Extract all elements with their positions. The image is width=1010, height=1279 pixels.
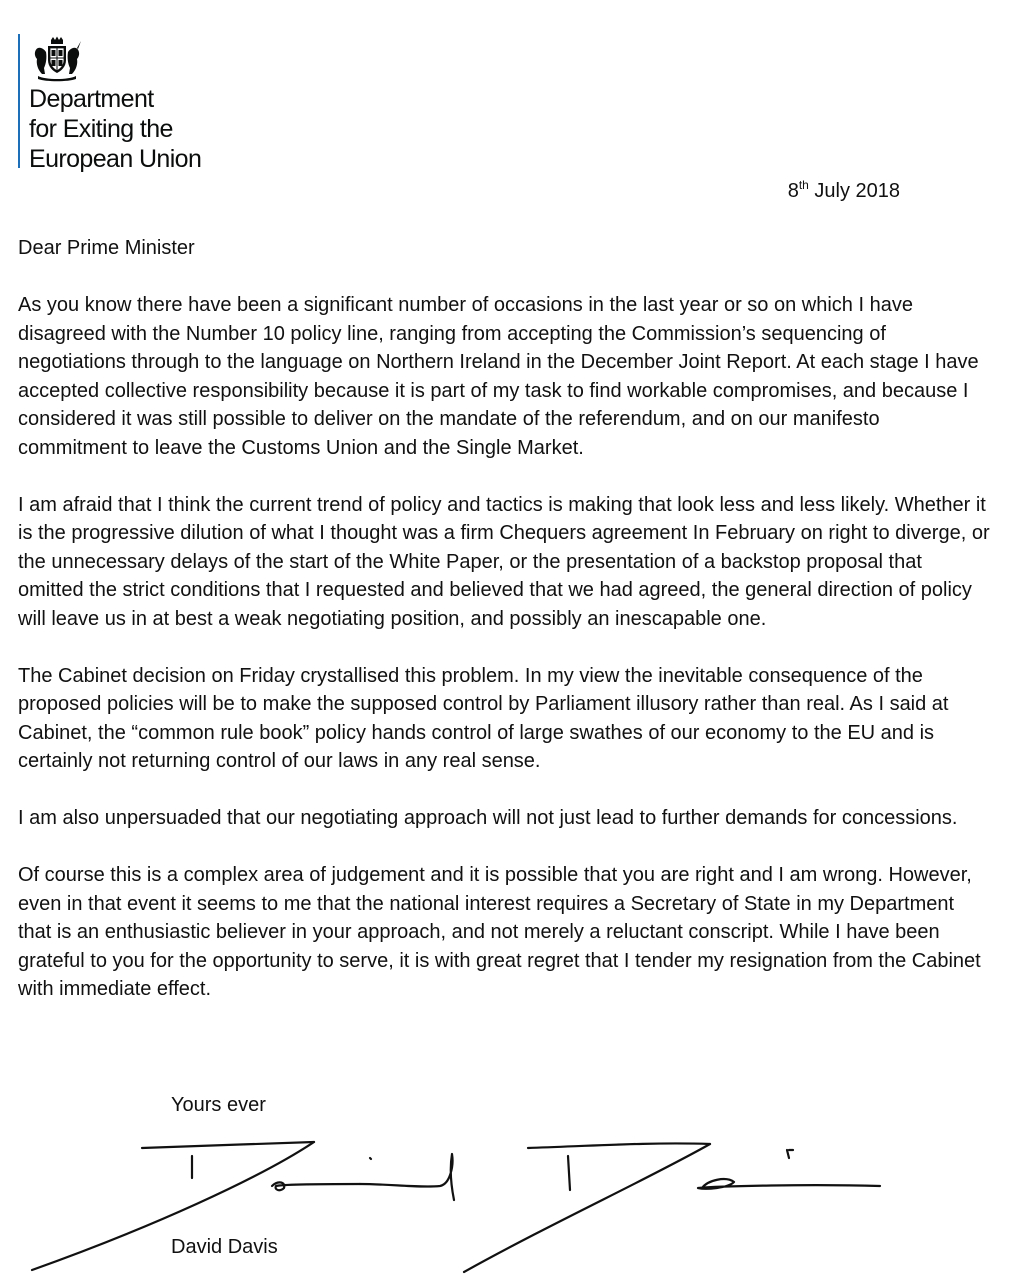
date-suffix: th (798, 178, 809, 192)
salutation: Dear Prime Minister (18, 237, 195, 259)
department-name-line-3: European Union (29, 145, 202, 173)
letter-body (18, 234, 990, 1032)
signatory-name: David Davis (171, 1236, 278, 1258)
date-rest: July 2018 (808, 180, 900, 202)
royal-coat-of-arms-icon (32, 36, 82, 82)
department-logo (18, 34, 238, 174)
department-name-line-1: Department (29, 85, 154, 113)
letter-date (788, 178, 900, 204)
department-name-line-2: for Exiting the (29, 115, 173, 143)
paragraph-2: I am afraid that I think the current trend of policy and tactics is making that look less and less likely. Whether it is the progressive dilution of what I thought was a firm Chequers agreement In February on right to diverge, or the unnecessary delays of the start of the White Paper, or the presentation of a backstop proposal that omitted the strict conditions that I requested and believed that we had agreed, the general direction of policy will leave us in at best a weak negotiating position, and possibly an inescapable one. (18, 493, 990, 630)
paragraph-1: As you know there have been a significant number of occasions in the last year or so on which I have disagreed with the Number 10 policy line, ranging from accepting the Commission’s sequencing of negotiations through to the language on Northern Ireland in the December Joint Report. At each stage I have accepted collective responsibility because it is part of my task to find workable compromises, and because I considered it was still possible to deliver on the mandate of the referendum, and on our manifesto commitment to leave the Customs Union and the Single Market. (18, 294, 979, 459)
signoff: Yours ever (171, 1094, 266, 1116)
department-name (29, 84, 201, 174)
paragraph-4: I am also unpersuaded that our negotiating approach will not just lead to further demands for concessions. (18, 807, 958, 829)
date-day: 8 (787, 180, 799, 202)
paragraph-3: The Cabinet decision on Friday crystallised this problem. In my view the inevitable consequence of the proposed policies will be to make the supposed control by Parliament illusory rather than real. As I said at Cabinet, the “common rule book” policy hands control of large swathes of our economy to the EU and is certainly not returning control of our laws in any real sense. (18, 664, 949, 772)
paragraph-5: Of course this is a complex area of judgement and it is possible that you are right and I am wrong. However, even in that event it seems to me that the national interest requires a Secretary of State in my Department that is an enthusiastic believer in your approach, and not merely a reluctant conscript. While I have been grateful to you for the opportunity to serve, it is with great regret that I tender my resignation from the Cabinet with immediate effect. (18, 864, 981, 1000)
handwritten-signature-icon (30, 1128, 900, 1276)
logo-rule (18, 34, 20, 168)
